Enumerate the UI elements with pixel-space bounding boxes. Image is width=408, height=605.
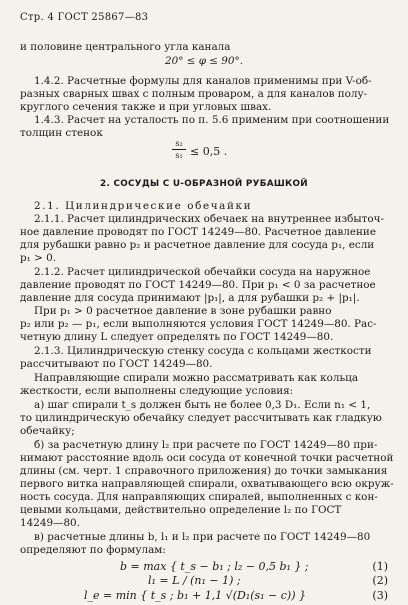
text-line: жесткости, если выполнены следующие условия: [20, 385, 294, 397]
text-line: 2.1.1. Расчет цилиндрических обечаек на внутреннее избыточ- [34, 213, 385, 225]
text-line: разных сварных швах с полным проваром, а для каналов полу- [20, 88, 368, 100]
fraction-bar [172, 149, 186, 150]
text-line: 2.1.2. Расчет цилиндрической обечайки сосуда на наружное [34, 266, 371, 278]
ratio-numerator: s₂ [175, 139, 183, 148]
text-line: б) за расчетную длину l₂ при расчете по ГОСТ 14249—80 при- [34, 439, 378, 451]
text-line: При p₁ > 0 расчетное давление в зоне рубашки равно [34, 305, 332, 317]
formula-3-number: (3) [372, 589, 388, 602]
section-title: 2. СОСУДЫ С U-ОБРАЗНОЙ РУБАШКОЙ [100, 179, 308, 189]
text-line: нимают расстояние вдоль оси сосуда от конечной точки расчетной [20, 452, 394, 464]
text-line: первого витка направляющей спирали, охватывающего всю окруж- [20, 478, 394, 490]
text-line: а) шаг спирали t_s должен быть не более 0,3 D₁. Если n₁ < 1, [34, 399, 371, 411]
text-line: толщин стенок [20, 127, 103, 139]
angle-condition: 20° ≤ φ ≤ 90°. [164, 55, 244, 67]
text-line: ное давление проводят по ГОСТ 14249—80. Расчетное давление [20, 226, 377, 238]
text-line: p₁ > 0. [20, 252, 57, 264]
text-line: p₂ или p₂ — p₁, если выполняются условия ГОСТ 14249—80. Рас- [20, 318, 377, 330]
text-line: 1.4.2. Расчетные формулы для каналов применимы при V-об- [34, 75, 372, 87]
text-line: Направляющие спирали можно рассматривать как кольца [34, 372, 359, 384]
text-line: рассчитывают по ГОСТ 14249—80. [20, 358, 213, 370]
text-line: в) расчетные длины b, l₁ и l₂ при расчете по ГОСТ 14249—80 [34, 531, 371, 543]
formula-3: l_e = min { t_s ; b₁ + 1,1 √(D₁(s₁ − c)) } [84, 589, 307, 602]
formula-2-number: (2) [372, 574, 388, 587]
text-line: для рубашки равно p₂ и расчетное давление для сосуда p₁, если [20, 239, 375, 251]
subsection-title: 2.1. Цилиндрические обечайки [34, 200, 253, 212]
text-line: цевыми кольцами, действительно определение l₂ по ГОСТ [20, 504, 342, 516]
formula-1: b = max { t_s − b₁ ; l₂ − 0,5 b₁ } ; [120, 560, 309, 573]
ratio-condition: ≤ 0,5 . [190, 145, 228, 158]
formula-2: l₁ = L / (n₁ − 1) ; [148, 574, 241, 587]
text-line: то цилиндрическую обечайку следует рассчитывать как гладкую [20, 412, 382, 424]
text-line: 1.4.3. Расчет на усталость по п. 5.6 применим при соотношении [34, 114, 390, 126]
text-line: ность сосуда. Для направляющих спиралей, выполненных с кон- [20, 491, 378, 503]
text-line: определяют по формулам: [20, 544, 166, 556]
text-line: 14249—80. [20, 517, 80, 529]
text-line: давление проводят по ГОСТ 14249—80. При p₁ < 0 за расчетное [20, 279, 376, 291]
text-line: четную длину L следует определять по ГОСТ 14249—80. [20, 331, 334, 343]
text-line: длины (см. черт. 1 справочного приложения) до точки замыкания [20, 465, 388, 477]
formula-1-number: (1) [372, 560, 388, 573]
text-line: обечайку; [20, 425, 75, 437]
wall-ratio-fraction [172, 139, 186, 160]
page-header: Стр. 4 ГОСТ 25867—83 [20, 12, 149, 23]
text-line: круглого сечения также и при угловых швах. [20, 101, 272, 113]
text-line: 2.1.3. Цилиндрическую стенку сосуда с кольцами жесткости [34, 345, 372, 357]
text-line: и половине центрального угла канала [20, 41, 231, 53]
ratio-denominator: s₁ [175, 151, 183, 160]
text-line: давление для сосуда принимают |p₁|, а для рубашки p₂ + |p₁|. [20, 292, 360, 304]
